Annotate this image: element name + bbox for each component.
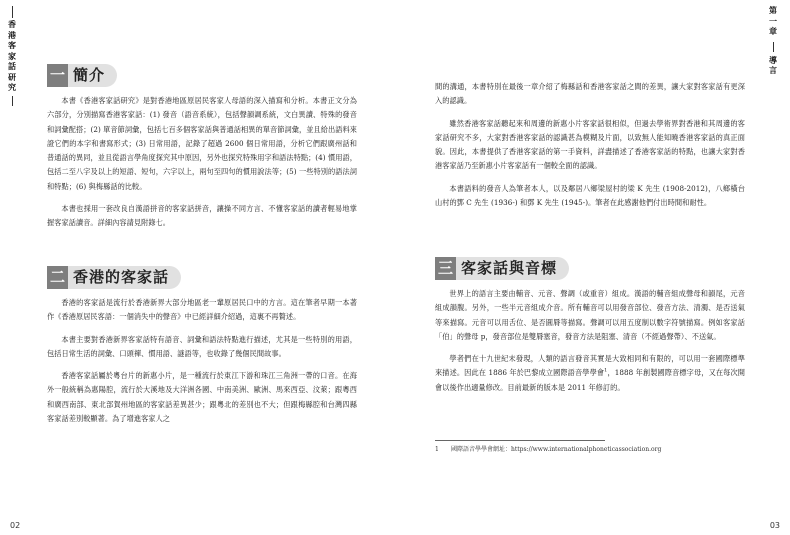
paragraph: 本書也採用一套改良自漢語拼音的客家話拼音，讓操不同方言、不懂客家話的讀者輕易地掌握客家話讀音。詳細內容請見附錄七。 <box>47 204 357 228</box>
running-head-book-title <box>5 6 19 106</box>
paragraph: 本書《香港客家話研究》是對香港地區原居民客家人母語的深入描寫和分析。本書正文分為六部分，分別描寫香港客家話：(1) 發音（語音系統），包括聲韻調系統，文白異讀、特殊的發音和詞彙配搭；(2) 單音節詞彙，包括七百多個客家話與普通話相異的單音節詞彙，並且給出語料來證它們的本字和書寫形式；(3) 日常用語，記錄了超過 2600 個日常用語，分析它們跟廣州話和普通話的異同，並且從語言學角度探究其中原因，另外也探究特殊用字和語法特點；(4) 慣用語，包括二至八字及以上的短語、短句，六字以上，兩句至四句的慣用說法等；(5) 一些特別的語法詞和特點；(6) 與梅縣話的比較。 <box>47 96 357 191</box>
page-number: 03 <box>769 521 780 530</box>
section-title: 香港的客家話 <box>68 266 181 289</box>
footnote-text[interactable]: 國際語音學學會網址：https://www.internationalphoneticassociation.org <box>451 446 662 453</box>
paragraph: 香港的客家話是流行於香港新界大部分地區老一輩原居民口中的方言。這在筆者早期一本著作《香港原居民客語：一個消失中的聲音》中已經詳細介紹過，這裏不再贅述。 <box>47 298 357 322</box>
paragraph-text: 學者們在十九世紀末發現，人類的語言發音其實是大致相同和有限的，可以用一套國際標準來描述。因此在 1886 年於巴黎成立國際語音學學會 <box>435 354 745 378</box>
footnote-rule <box>435 440 605 441</box>
section-2-body <box>47 296 357 434</box>
paragraph: 世界上的語言主要由輔音、元音、聲調（或重音）組成。漢語的輔音組成聲母和韻尾，元音組成韻腹。另外，一些半元音組成介音。所有輔音可以用發音部位、發音方法、清濁、是否送氣等來描寫。元音可以用舌位、是否圓脣等描寫。聲調可以用五度制以數字符號描寫。例如客家話「伯」的聲母 p，發音部位是雙脣塞音，發音方法是阻塞、清音（不經過聲帶）、不送氣。 <box>435 289 745 341</box>
running-head-rule <box>12 6 13 18</box>
running-head-char: 第 <box>769 6 777 15</box>
running-head-char: 言 <box>769 66 777 75</box>
running-head-char: 研 <box>8 72 16 82</box>
footnote-reference[interactable]: 1 <box>604 368 608 375</box>
paragraph <box>435 352 745 395</box>
paragraph: 雖然香港客家話聽起來和周邊的新惠小片客家話很相似，但過去學術界對香港和其周邊的客家話研究不多，大家對香港客家話的認識甚為模糊及片面，以致無人能知曉香港客家話的真正面貌。因此，本書提供了香港客家話的第一手資料，詳盡描述了香港客家話的特點，也讓大家對香港客家話乃至新惠小片客家話有一個較全面的認識。 <box>435 118 745 171</box>
running-head-char: 導 <box>769 55 777 65</box>
section-number: 三 <box>435 257 456 280</box>
footnote <box>435 444 745 453</box>
section-heading-2 <box>47 266 181 289</box>
running-head-char: 香 <box>8 20 16 29</box>
section-1-body <box>47 94 357 239</box>
running-head-char: 究 <box>8 83 16 92</box>
paragraph-text: ，1888 年創製國際音標字母，又在每次開會以後作出適量修改。目前最新的版本是 2011 年修訂的。 <box>435 368 745 392</box>
section-number: 一 <box>47 64 68 87</box>
running-head-rule <box>12 96 13 106</box>
paragraph: 本書主要對香港新界客家話特有語音、詞彙和語法特點進行描述，尤其是一些特別的用語，包括日常生活的詞彙、口頭禪、慣用語、謎語等，也收錄了幾個民間故事。 <box>47 334 357 358</box>
section-number: 二 <box>47 266 68 289</box>
running-head-text <box>5 20 19 94</box>
running-head-chapter-title <box>765 56 781 77</box>
section-title: 客家話與音標 <box>456 257 569 280</box>
right-page <box>395 0 790 535</box>
running-head-rule <box>773 42 774 52</box>
paragraph: 香港客家話屬於粵台片的新惠小片，是一種流行於東江下游和珠江三角洲一帶的口音。在海外一般統稱為惠陽腔，流行於大溪地及大洋洲各國、中南美洲、歐洲、馬來西亞、汶萊；跟粵西和廣西南部、東北部賀州地區的客家話差異甚少；跟粵北的差別也不大；但跟梅縣腔和台灣四縣客家話差別較顯著。為了增進客家人之 <box>47 371 357 424</box>
running-head-char: 章 <box>769 27 777 36</box>
running-head-chapter-text <box>765 6 781 38</box>
running-head-char: 港 <box>8 30 16 40</box>
section-heading-1 <box>47 64 117 87</box>
section-heading-3 <box>435 257 569 280</box>
running-head-chapter <box>765 6 781 77</box>
paragraph: 間的溝通，本書特別在最後一章介紹了梅縣話和香港客家話之間的差異，讓大家對客家話有更深入的認識。 <box>435 82 745 106</box>
running-head-char: 客 <box>8 41 16 50</box>
paragraph: 本書語料的發音人為筆者本人，以及鄰居八鄉梁屋村的梁 K 先生 (1908-2012)，八鄉橫台山村的鄧 C 先生 (1936-) 和鄧 K 先生 (1945-)。筆者在此感謝他們付出時間和耐性。 <box>435 183 745 208</box>
section-title: 簡介 <box>68 64 117 87</box>
running-head-char: 家 <box>8 51 16 61</box>
continuation-body <box>435 80 745 218</box>
running-head-char: 話 <box>8 62 16 71</box>
footnote-number: 1 <box>435 446 439 453</box>
section-3-body <box>435 287 745 403</box>
page-number: 02 <box>10 521 21 530</box>
running-head-char: 一 <box>769 16 777 26</box>
